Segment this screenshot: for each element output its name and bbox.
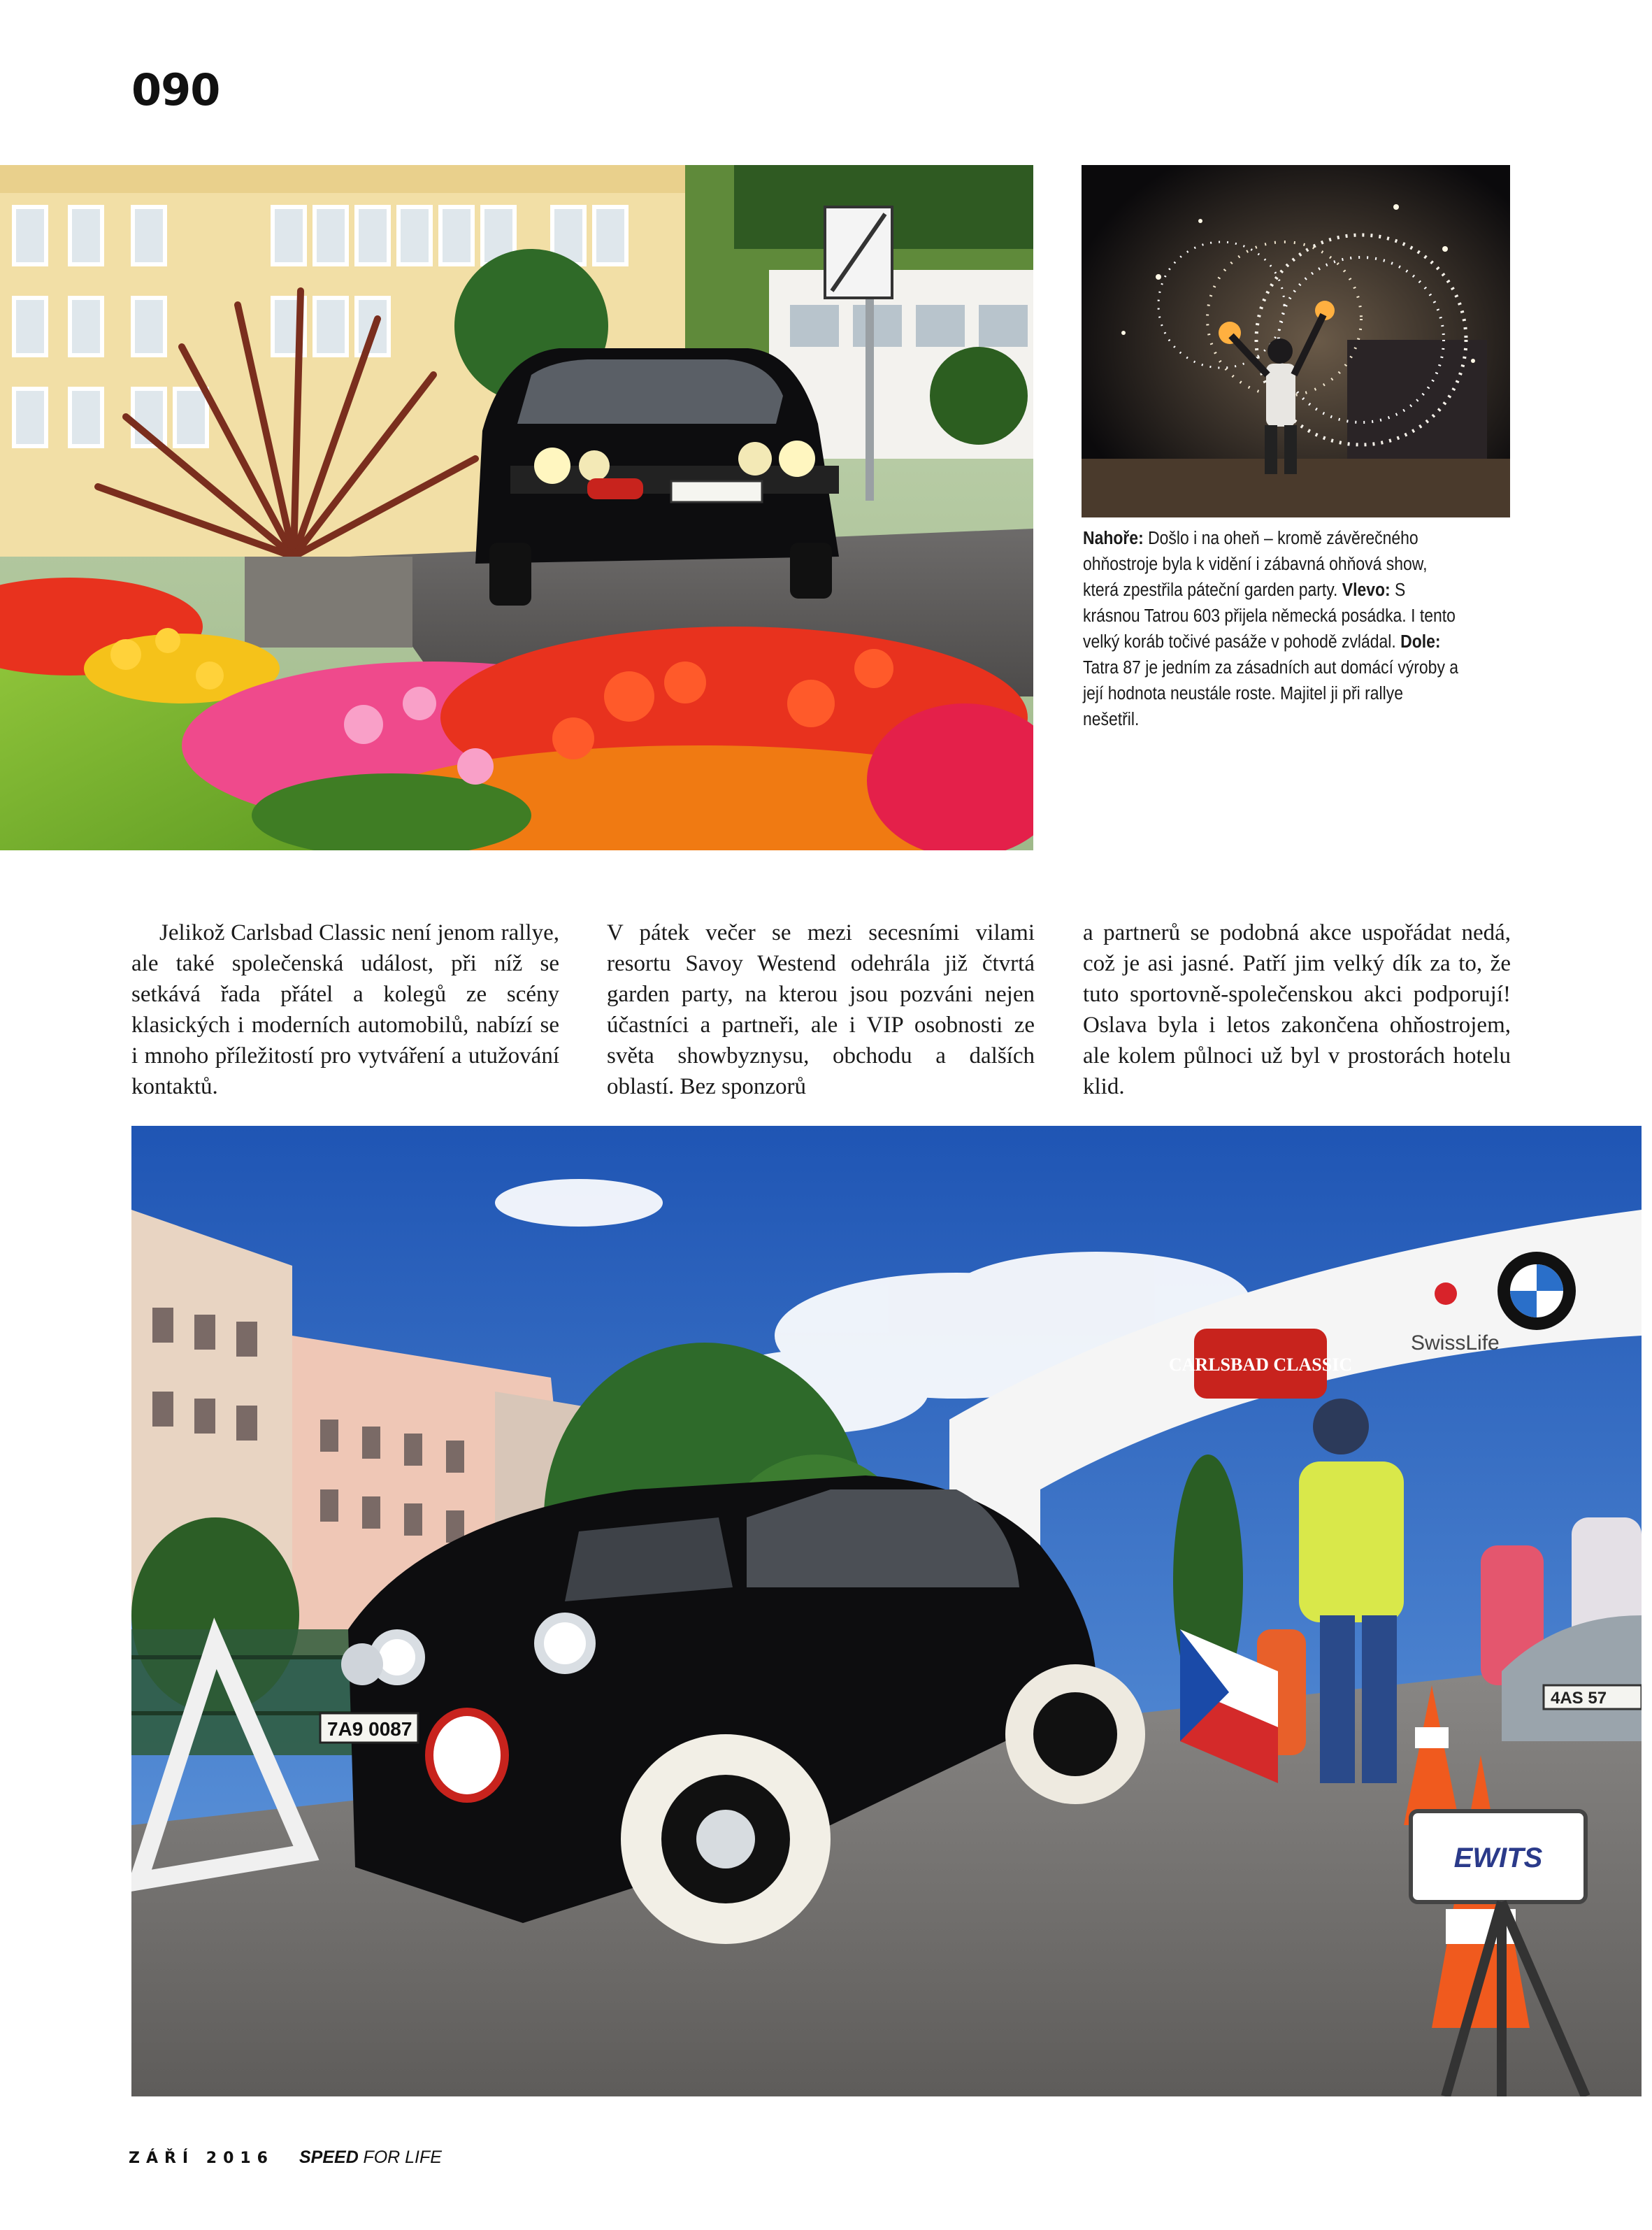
article-column-1 bbox=[131, 917, 559, 1102]
article-paragraph: V pátek večer se mezi secesními vilami resortu Savoy Westend odehrála již čtvrtá garden party, na kterou jsou pozváni nejen účastníci a partneři, ale i VIP osobnosti ze světa showbyznysu, obchodu a dalších oblastí. Bez sponzorů bbox=[607, 920, 1035, 1099]
arch-banner-text: CARLSBAD CLASSIC bbox=[1168, 1355, 1353, 1375]
caption-label-top: Nahoře: bbox=[1083, 529, 1144, 548]
page-footer bbox=[129, 2147, 442, 2168]
photo-caption bbox=[1083, 526, 1460, 733]
article-paragraph: Jelikož Carlsbad Classic není jenom rallye, ale také společenská událost, při níž se setkává řada přátel a kolegů ze scény klasických i moderních automobilů, nabízí se i mnoho příležitostí pro vytváření a utužování kontaktů. bbox=[131, 920, 559, 1099]
photo-tatra-87 bbox=[131, 1126, 1642, 2096]
footer-brand: SPEED bbox=[299, 2147, 359, 2167]
photo-fire-show bbox=[1082, 165, 1510, 517]
article-column-3 bbox=[1083, 917, 1511, 1102]
photo-tatra-603 bbox=[0, 165, 1033, 850]
timing-sign-text: EWITS bbox=[1453, 1843, 1543, 1873]
tatra-plate: 7A9 0087 bbox=[327, 1718, 412, 1740]
caption-label-bottom: Dole: bbox=[1400, 632, 1441, 652]
sponsor-swisslife-text: SwissLife bbox=[1411, 1331, 1500, 1355]
caption-text-bottom: Tatra 87 je jedním za zásadních aut domácí výroby a její hodnota neustále roste. Majitel ji při rallye nešetřil. bbox=[1083, 658, 1459, 729]
caption-label-left: Vlevo: bbox=[1342, 580, 1391, 600]
right-car-plate: 4AS 57 bbox=[1551, 1689, 1607, 1708]
caption-text-left: S krásnou Tatrou 603 přijela německá posádka. I tento velký koráb točivé pasáže v pohodě zvládal. bbox=[1083, 580, 1456, 652]
article-paragraph: a partnerů se podobná akce uspořádat nedá, což je asi jasné. Patří jim velký dík za to, že tuto sportovně-společenskou akci podporují! Oslava byla i letos zakončena ohňostrojem, ale kolem půlnoci už byl v prostorách hotelu klid. bbox=[1083, 920, 1511, 1099]
article-column-2 bbox=[607, 917, 1035, 1102]
page-number: 090 bbox=[131, 64, 220, 115]
footer-tagline: FOR LIFE bbox=[363, 2147, 442, 2167]
footer-issue: ZÁŘÍ 2016 bbox=[129, 2150, 274, 2167]
caption-text-top: Došlo i na oheň – kromě závěrečného ohňostroje byla k vidění i zábavná ohňová show, která zpestřila páteční garden party. bbox=[1083, 529, 1428, 600]
footer-magazine bbox=[299, 2147, 442, 2168]
